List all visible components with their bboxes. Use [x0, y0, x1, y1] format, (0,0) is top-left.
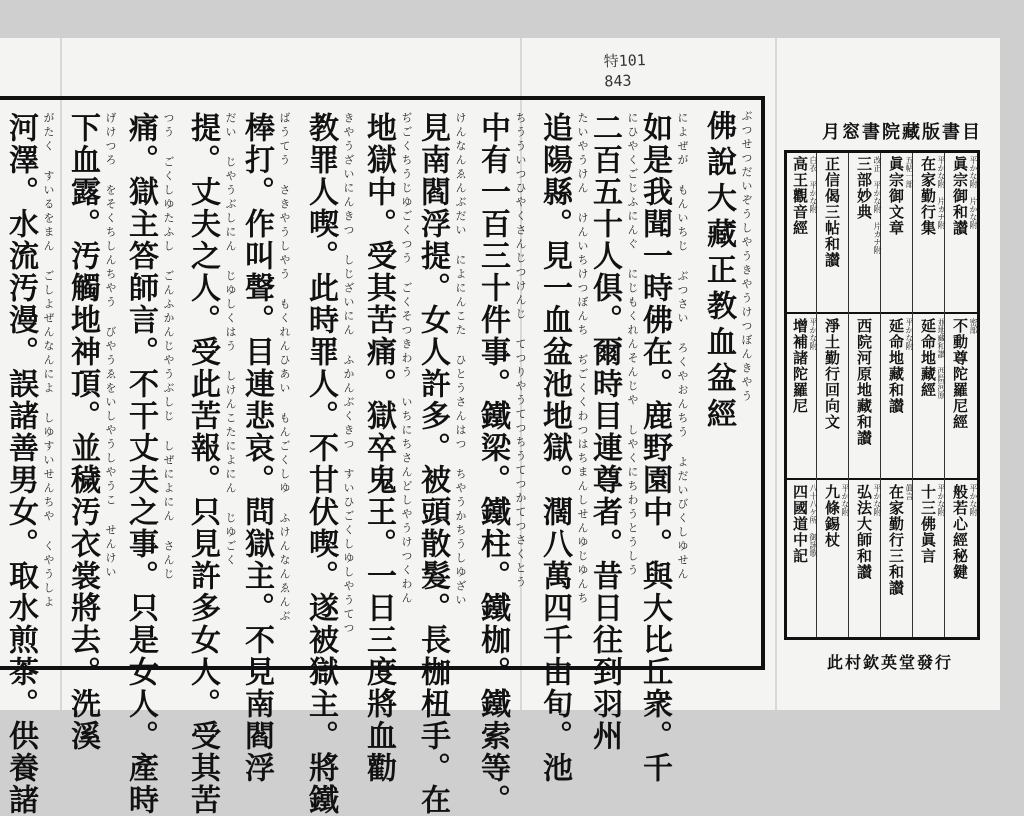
sutra-furigana: つう ごくしゆたふし ごんふかんじやうぶしじ しぜによにん さんじ: [162, 112, 175, 582]
catalog-item-note: 眞言: [905, 484, 914, 500]
catalog-item-note: 平かな附 片カナ附: [937, 156, 946, 229]
catalog-row-divider: [784, 478, 980, 480]
annotation-line-2: 843: [604, 71, 632, 91]
sutra-column: 二百五十人俱。爾時目連尊者。昔日往到羽州: [587, 112, 622, 752]
sutra-column: 教罪人喫。此時罪人。不甘伏喫。遂被獄主。將鐵: [303, 112, 338, 816]
catalog-item-note: 並地藏和讃 西院河原: [937, 318, 946, 399]
catalog-item-note: [843, 156, 851, 306]
sutra-column: 棒打。作叫聲。目連悲哀。問獄主。不見南閻浮: [239, 112, 274, 784]
catalog-item-note: 平かな附: [841, 484, 850, 516]
catalog-item: 在家勤行集: [919, 156, 937, 236]
catalog-item: 增補諸陀羅尼: [791, 318, 809, 414]
catalog-annotation: [603, 49, 688, 92]
sutra-column: 地獄中。受其苦痛。獄卒鬼王。一日三度將血勸: [361, 112, 396, 784]
sutra-title: 佛說大藏正教血盆經: [701, 110, 736, 434]
sutra-furigana: けんなんゑんぶだい によにんこた ひとうさんはつ ちやうかちうしゆざい: [454, 112, 467, 608]
sutra-column: 見南閻浮提。女人許多。被頭散髮。長枷杻手。在: [415, 112, 450, 816]
catalog-item: 十三佛眞言: [919, 484, 937, 564]
catalog-item: 不動尊陀羅尼經: [951, 318, 969, 430]
catalog-item: 眞宗御文章: [887, 156, 905, 236]
sutra-furigana: たいやうけん けんいちけつぼんち ぢごくくわつはちまんしせんゆじゆんち: [576, 112, 589, 606]
sutra-furigana: だい じやうぶしにん じゆしくはう しけんこたによにん じゆごく: [224, 112, 237, 568]
catalog-item: 高王觀音經: [791, 156, 809, 236]
sutra-column: 痛。獄主答師言。不干丈夫之事。只是女人。產時: [123, 112, 158, 816]
catalog-item-note: 八十八ケ所 御詠歌: [809, 484, 818, 557]
catalog-item: 三部妙典: [855, 156, 873, 220]
sutra-furigana: ぢごくちうじゆごくつう ごくそつきわう いちにちさんどしやうけつくわん: [400, 112, 413, 606]
sutra-furigana: によぜが もんいちじ ぶつさい ろくやおんちう よだいびくしゆせん: [676, 112, 689, 582]
sutra-furigana: げけつろ をそくちしんちやう びやうゑをいしやうしやうこ せんけい: [104, 112, 117, 580]
sutra-furigana: ばうてう さきやうしやう もくれんひあい もんごくしゆ ふけんなんゑんぶ: [278, 112, 291, 624]
catalog-item-note: 平かな附: [937, 484, 946, 516]
catalog-title: 月窓書院藏版書目: [822, 122, 982, 143]
catalog-item: 九條錫杖: [823, 484, 841, 548]
catalog-item-note: [875, 318, 883, 472]
catalog-item-note: 平かな附: [969, 484, 978, 516]
annotation-line-1: 特101: [603, 51, 647, 71]
sutra-furigana: がたく すいるをまん ごしよぜんなんによ しゆすいせんちや くやうしよ: [42, 112, 55, 610]
catalog-item: 四國道中記: [791, 484, 809, 564]
sutra-furigana: にひやくごじふにんぐ にじもくれんそんじや しやくにちわうとうしう: [626, 112, 639, 578]
sutra-furigana: きやうざいにんきつ しじざいにん ふかんぶくきつ すいひごくしゆしやうてつ: [342, 112, 355, 636]
catalog-item-note: 平かな附: [905, 318, 914, 350]
page-fold: [775, 38, 777, 710]
catalog-item: 正信偈三帖和讃: [823, 156, 841, 268]
sutra-furigana: ちうういつひやくさんじつけんじ てつりやうてつちうてつかてつさくとう: [514, 112, 527, 590]
catalog-item-note: 平かな附 片かな附: [969, 156, 978, 229]
sutra-column: 下血露。汚觸地神頂。並穢汚衣裳將去。洗溪: [65, 112, 100, 752]
catalog-item: 弘法大師和讃: [855, 484, 873, 580]
sutra-column: 河澤。水流汚漫。誤諸善男女。取水煎茶。供養諸: [3, 112, 38, 816]
catalog-item: 眞宗御和讃: [951, 156, 969, 236]
catalog-item-note: 密部: [969, 318, 978, 334]
sutra-column: 追陽縣。見一血盆池地獄。濶八萬四千由旬。池: [537, 112, 572, 784]
catalog-item-note: [843, 318, 851, 472]
catalog-item: 般若心經秘鍵: [951, 484, 969, 580]
publisher-imprint: 此村欽英堂發行: [826, 653, 953, 672]
sutra-column: 如是我聞一時佛在。鹿野園中。與大比丘衆。千: [637, 112, 672, 784]
catalog-item-note: 白衣 平かな附: [809, 156, 818, 213]
catalog-item-note: 五帖一部: [905, 156, 914, 188]
catalog-item: 在家勤行三和讃: [887, 484, 905, 596]
catalog-item: 西院河原地藏和讃: [855, 318, 873, 446]
sutra-column: 提。丈夫之人。受此苦報。只見許多女人。受其苦: [185, 112, 220, 816]
catalog-item: 延命地藏和讃: [887, 318, 905, 414]
catalog-item: 延命地藏經: [919, 318, 937, 398]
catalog-item: 淨土勤行回向文: [823, 318, 841, 430]
catalog-item-note: 改正 平かな附 片カナ附: [873, 156, 882, 254]
catalog-row-divider: [784, 312, 980, 314]
sutra-title-furigana: ぶつせつだいぞうしやうきやうけつぼんきやう: [740, 110, 753, 404]
sutra-column: 中有一百三十件事。鐵梁。鐵柱。鐵枷。鐵索等。: [475, 112, 510, 816]
catalog-item-note: 平かな附: [873, 484, 882, 516]
catalog-item-note: 平かな附: [809, 318, 818, 350]
